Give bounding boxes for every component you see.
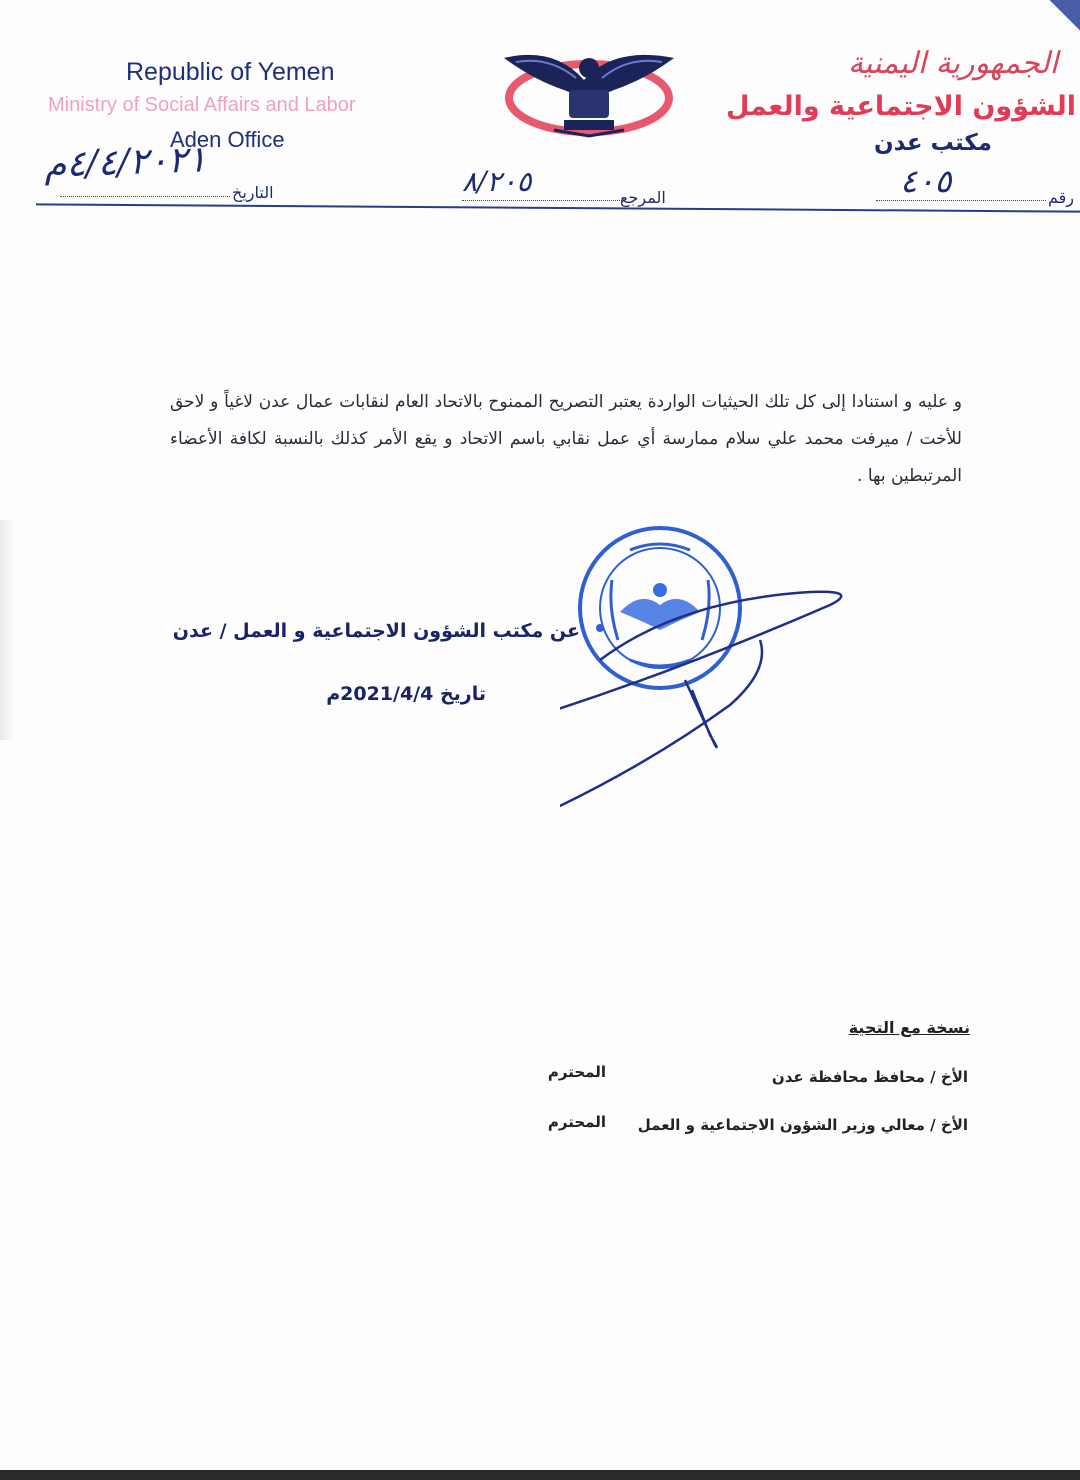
- reference-label: المرجع: [620, 188, 666, 207]
- number-dotted-line: [876, 200, 1046, 201]
- signature-office-line: عن مكتب الشؤون الاجتماعية و العمل / عدن: [172, 620, 580, 642]
- ar-ministry-name: الشؤون الاجتماعية والعمل: [726, 91, 1076, 122]
- scan-edge-shadow: [0, 520, 14, 740]
- en-ministry-name: Ministry of Social Affairs and Labor: [48, 94, 356, 116]
- reference-value: ٨/٢٠٥: [462, 165, 532, 198]
- official-stamp-icon: [560, 520, 860, 840]
- copy-recipient: الأخ / معالي وزير الشؤون الاجتماعية و العمل: [637, 1116, 968, 1134]
- copies-title: نسخة مع التحية: [848, 1018, 970, 1037]
- scan-bottom-edge: [0, 1470, 1080, 1480]
- number-label: رقم: [1048, 188, 1075, 207]
- date-dotted-line: [60, 196, 230, 197]
- yemen-eagle-emblem-icon: [494, 40, 684, 140]
- date-label: التاريخ: [232, 183, 274, 202]
- en-office-name: Aden Office: [170, 127, 285, 152]
- signature-date-line: تاريخ 2021/4/4م: [326, 683, 486, 705]
- ar-office-name: مكتب عدن: [874, 130, 992, 156]
- body-paragraph: و عليه و استنادا إلى كل تلك الحيثيات الواردة يعتبر التصريح الممنوح بالاتحاد العام لنقابات عمال عدن لاغياً و لاحق للأخت / ميرفت محمد علي سلام ممارسة أي عمل نقابي باسم الاتحاد و يقع الأمر كذلك بالنسبة لكافة الأعضاء المرتبطين بها .: [170, 392, 962, 486]
- copy-recipient: الأخ / محافظ محافظة عدن: [771, 1068, 968, 1086]
- number-value: ٤٠٥: [900, 162, 952, 200]
- ar-country-name: الجمهورية اليمنية: [847, 46, 1058, 81]
- reference-dotted-line: [462, 200, 622, 201]
- date-value: ٤/٤/٢٠٢١م: [43, 139, 208, 186]
- copy-honorific: المحترم: [547, 1063, 606, 1081]
- scan-corner: [1020, 0, 1080, 40]
- header-divider: [36, 203, 1080, 212]
- copy-honorific: المحترم: [547, 1113, 606, 1131]
- en-country-name: Republic of Yemen: [126, 58, 335, 86]
